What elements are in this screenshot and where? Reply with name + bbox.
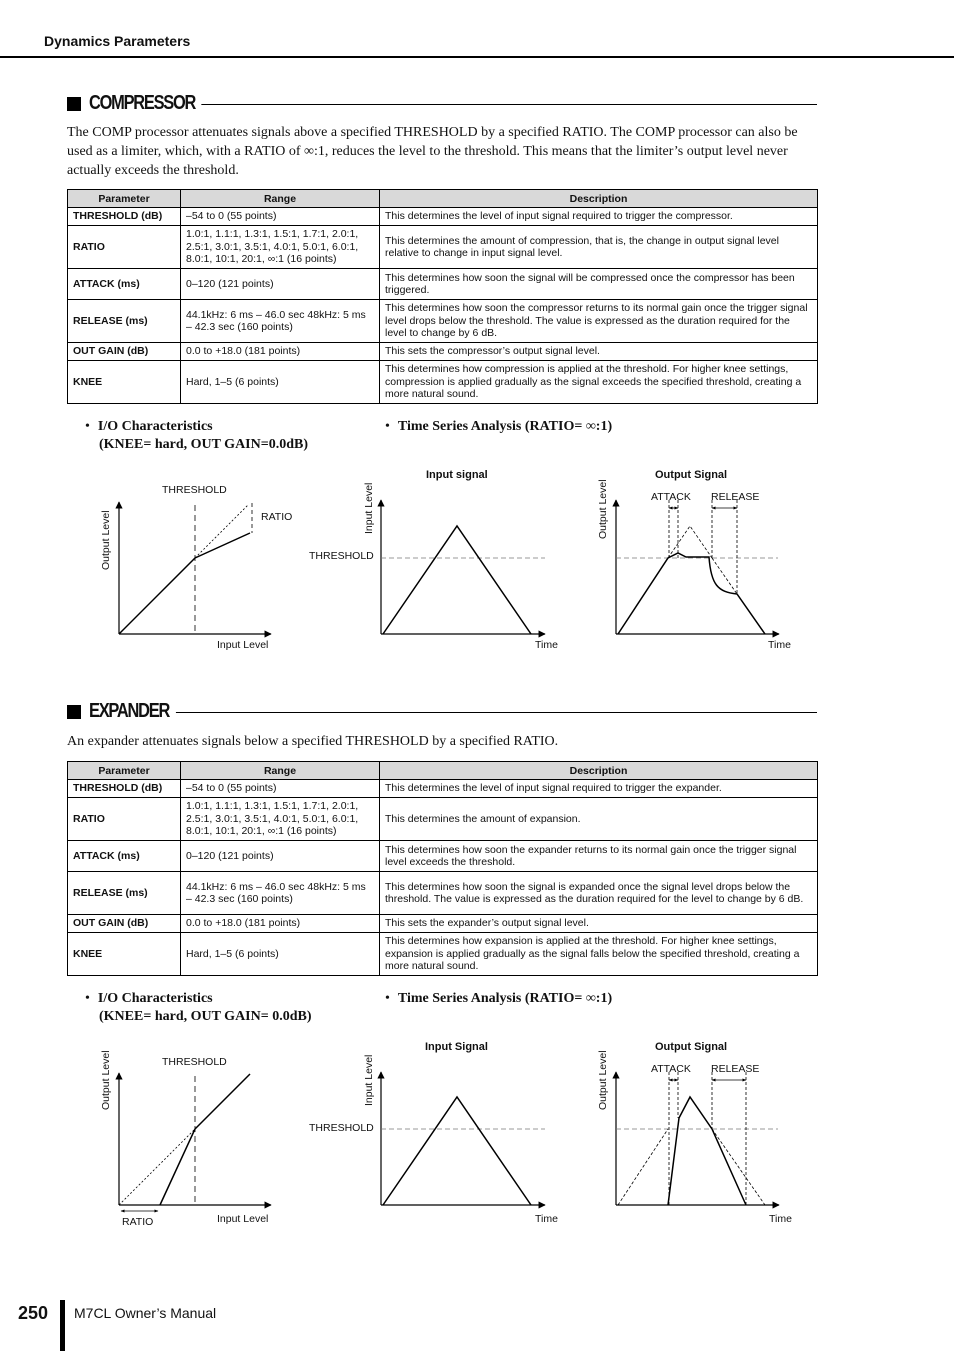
table-row <box>68 915 818 933</box>
param-name: ATTACK (ms) <box>68 841 181 872</box>
input-ylabel: Input Level <box>363 1054 375 1106</box>
param-range: –54 to 0 (55 points) <box>181 780 380 798</box>
compressor-output-graph <box>597 469 791 651</box>
compressor-diagrams <box>0 460 954 660</box>
bullet-subtext: (KNEE= hard, OUT GAIN= 0.0dB) <box>99 1009 312 1024</box>
page-number: 250 <box>18 1303 49 1323</box>
time-series-bullet <box>385 990 612 1008</box>
attack-label: ATTACK <box>651 1063 691 1075</box>
param-description: This sets the compressor’s output signal level. <box>380 343 818 361</box>
param-description: This determines the amount of expansion. <box>380 798 818 841</box>
table-row <box>68 780 818 798</box>
bullet-dot: • <box>85 991 90 1006</box>
release-label: RELEASE <box>711 491 760 503</box>
footer-bar <box>60 1300 65 1351</box>
param-name: THRESHOLD (dB) <box>68 208 181 226</box>
param-name: RATIO <box>68 798 181 841</box>
expander-io-graph <box>100 1050 271 1228</box>
expander-parameter-table <box>67 761 818 976</box>
param-description: This determines the level of input signal required to trigger the compressor. <box>380 208 818 226</box>
column-header: Range <box>181 190 380 208</box>
param-description: This determines how soon the signal is expanded once the signal level drops below the threshold. The value is expressed as the duration required for the level to change by 6 dB. <box>380 872 818 915</box>
header-rule <box>0 56 954 58</box>
param-name: KNEE <box>68 933 181 976</box>
table-row <box>68 933 818 976</box>
io-characteristics-bullet <box>85 990 312 1026</box>
input-xlabel: Time <box>535 1213 558 1225</box>
io-curve-linear <box>195 1074 250 1129</box>
param-description: This determines how soon the signal will be compressed once the compressor has been triggered. <box>380 269 818 300</box>
io-xlabel: Input Level <box>217 639 269 651</box>
input-signal-wave <box>383 1097 531 1205</box>
expander-diagrams <box>0 1032 954 1232</box>
output-xlabel: Time <box>768 639 791 651</box>
heading-rule <box>197 104 817 105</box>
param-name: OUT GAIN (dB) <box>68 915 181 933</box>
param-description: This determines how compression is applied at the threshold. For higher knee settings, compression is applied gradually as the signal exceeds the specified threshold, creating a more natural sound. <box>380 361 818 404</box>
io-ylabel: Output Level <box>100 510 112 570</box>
manual-title: M7CL Owner’s Manual <box>74 1305 217 1321</box>
compressor-input-graph <box>309 469 558 651</box>
input-signal-wave <box>383 526 531 634</box>
table-row <box>68 300 818 343</box>
io-reference-line <box>195 505 248 558</box>
table-row <box>68 841 818 872</box>
io-ratio-label: RATIO <box>122 1216 154 1228</box>
bullet-text: I/O Characteristics <box>97 419 213 434</box>
column-header: Description <box>380 762 818 780</box>
output-ylabel: Output Level <box>597 1050 609 1110</box>
param-name: RELEASE (ms) <box>68 300 181 343</box>
param-name: OUT GAIN (dB) <box>68 343 181 361</box>
page-header-title: Dynamics Parameters <box>44 33 191 49</box>
column-header: Parameter <box>68 190 181 208</box>
table-row <box>68 226 818 269</box>
bullet-subtext: (KNEE= hard, OUT GAIN=0.0dB) <box>99 437 309 452</box>
io-curve-compressed <box>195 533 250 558</box>
release-label: RELEASE <box>711 1063 760 1075</box>
expander-heading <box>67 702 817 724</box>
io-threshold-label: THRESHOLD <box>162 1056 227 1068</box>
bullet-dot: • <box>385 991 390 1006</box>
io-xlabel: Input Level <box>217 1213 269 1225</box>
table-row <box>68 208 818 226</box>
expander-input-graph <box>309 1041 558 1225</box>
param-description: This sets the expander’s output signal level. <box>380 915 818 933</box>
param-description: This determines the amount of compression, that is, the change in output signal level relative to change in input signal level. <box>380 226 818 269</box>
param-range: 1.0:1, 1.1:1, 1.3:1, 1.5:1, 1.7:1, 2.0:1, 2.5:1, 3.0:1, 3.5:1, 4.0:1, 5.0:1, 6.0:1, 8.0:1, 10:1, 20:1, ∞:1 (16 points) <box>181 798 380 841</box>
param-description: This determines the level of input signal required to trigger the expander. <box>380 780 818 798</box>
expander-output-graph <box>597 1041 792 1225</box>
io-ratio-label: RATIO <box>261 511 293 523</box>
heading-square-icon <box>67 97 81 111</box>
uncompressed-tail <box>712 558 737 594</box>
output-xlabel: Time <box>769 1213 792 1225</box>
input-title: Input Signal <box>425 1041 488 1053</box>
bullet-text: Time Series Analysis (RATIO= ∞:1) <box>397 419 613 434</box>
table-row <box>68 798 818 841</box>
heading-rule <box>167 712 817 713</box>
param-range: 44.1kHz: 6 ms – 46.0 sec 48kHz: 5 ms – 42.3 sec (160 points) <box>181 300 380 343</box>
time-series-bullet <box>385 418 612 436</box>
param-name: ATTACK (ms) <box>68 269 181 300</box>
param-range: 0–120 (121 points) <box>181 841 380 872</box>
param-name: RATIO <box>68 226 181 269</box>
param-name: THRESHOLD (dB) <box>68 780 181 798</box>
expander-intro: An expander attenuates signals below a specified THRESHOLD by a specified RATIO. <box>67 734 559 749</box>
compressor-parameter-table <box>67 189 818 404</box>
param-range: Hard, 1–5 (6 points) <box>181 933 380 976</box>
param-range: –54 to 0 (55 points) <box>181 208 380 226</box>
input-xlabel: Time <box>535 639 558 651</box>
bullet-dot: • <box>85 419 90 434</box>
table-header-row <box>68 762 818 780</box>
param-description: This determines how soon the compressor returns to its normal gain once the trigger signal level drops below the threshold. The value is expressed as the duration required for the level to change by 6 dB. <box>380 300 818 343</box>
input-threshold-label: THRESHOLD <box>309 1122 374 1134</box>
param-description: This determines how soon the expander returns to its normal gain once the trigger signal level exceeds the threshold. <box>380 841 818 872</box>
output-signal-wave <box>618 553 765 634</box>
param-name: KNEE <box>68 361 181 404</box>
io-threshold-label: THRESHOLD <box>162 484 227 496</box>
compressor-heading <box>67 94 817 116</box>
param-range: 0.0 to +18.0 (181 points) <box>181 915 380 933</box>
column-header: Description <box>380 190 818 208</box>
column-header: Range <box>181 762 380 780</box>
table-row <box>68 343 818 361</box>
io-characteristics-bullet <box>85 418 308 454</box>
table-header-row <box>68 190 818 208</box>
compressor-intro: The COMP processor attenuates signals above a specified THRESHOLD by a specified RATIO. The COMP processor can also be used as a limiter, which, with a RATIO of ∞:1, reduces the level to the threshold. This means that the limiter’s output level never actually exceeds the threshold. <box>67 125 798 178</box>
input-threshold-label: THRESHOLD <box>309 550 374 562</box>
compressor-io-graph <box>100 484 292 651</box>
io-ylabel: Output Level <box>100 1050 112 1110</box>
table-row <box>68 269 818 300</box>
column-header: Parameter <box>68 762 181 780</box>
param-range: Hard, 1–5 (6 points) <box>181 361 380 404</box>
unexpanded-fall <box>712 1129 765 1205</box>
output-title: Output Signal <box>655 1041 728 1053</box>
param-name: RELEASE (ms) <box>68 872 181 915</box>
param-range: 1.0:1, 1.1:1, 1.3:1, 1.5:1, 1.7:1, 2.0:1, 2.5:1, 3.0:1, 3.5:1, 4.0:1, 5.0:1, 6.0:1, 8.0:1, 10:1, 20:1, ∞:1 (16 points) <box>181 226 380 269</box>
unexpanded-rise <box>618 1129 668 1205</box>
io-reference-line <box>119 1129 195 1205</box>
bullet-dot: • <box>385 419 390 434</box>
input-ylabel: Input Level <box>363 482 375 534</box>
heading-square-icon <box>67 705 81 719</box>
attack-label: ATTACK <box>651 491 691 503</box>
io-curve-expanded <box>160 1129 195 1205</box>
io-curve-linear <box>119 558 195 634</box>
input-title: Input signal <box>426 469 488 481</box>
param-description: This determines how expansion is applied at the threshold. For higher knee settings, expansion is applied gradually as the signal falls below the specified threshold, creating a more natural sound. <box>380 933 818 976</box>
output-title: Output Signal <box>655 469 728 481</box>
uncompressed-peak <box>668 526 712 558</box>
param-range: 44.1kHz: 6 ms – 46.0 sec 48kHz: 5 ms – 42.3 sec (160 points) <box>181 872 380 915</box>
table-row <box>68 872 818 915</box>
table-row <box>68 361 818 404</box>
param-range: 0.0 to +18.0 (181 points) <box>181 343 380 361</box>
expander-title: EXPANDER <box>89 700 176 723</box>
bullet-text: Time Series Analysis (RATIO= ∞:1) <box>397 991 613 1006</box>
param-range: 0–120 (121 points) <box>181 269 380 300</box>
compressor-title: COMPRESSOR <box>89 92 202 115</box>
output-signal-wave <box>668 1097 746 1205</box>
output-ylabel: Output Level <box>597 479 609 539</box>
bullet-text: I/O Characteristics <box>97 991 213 1006</box>
